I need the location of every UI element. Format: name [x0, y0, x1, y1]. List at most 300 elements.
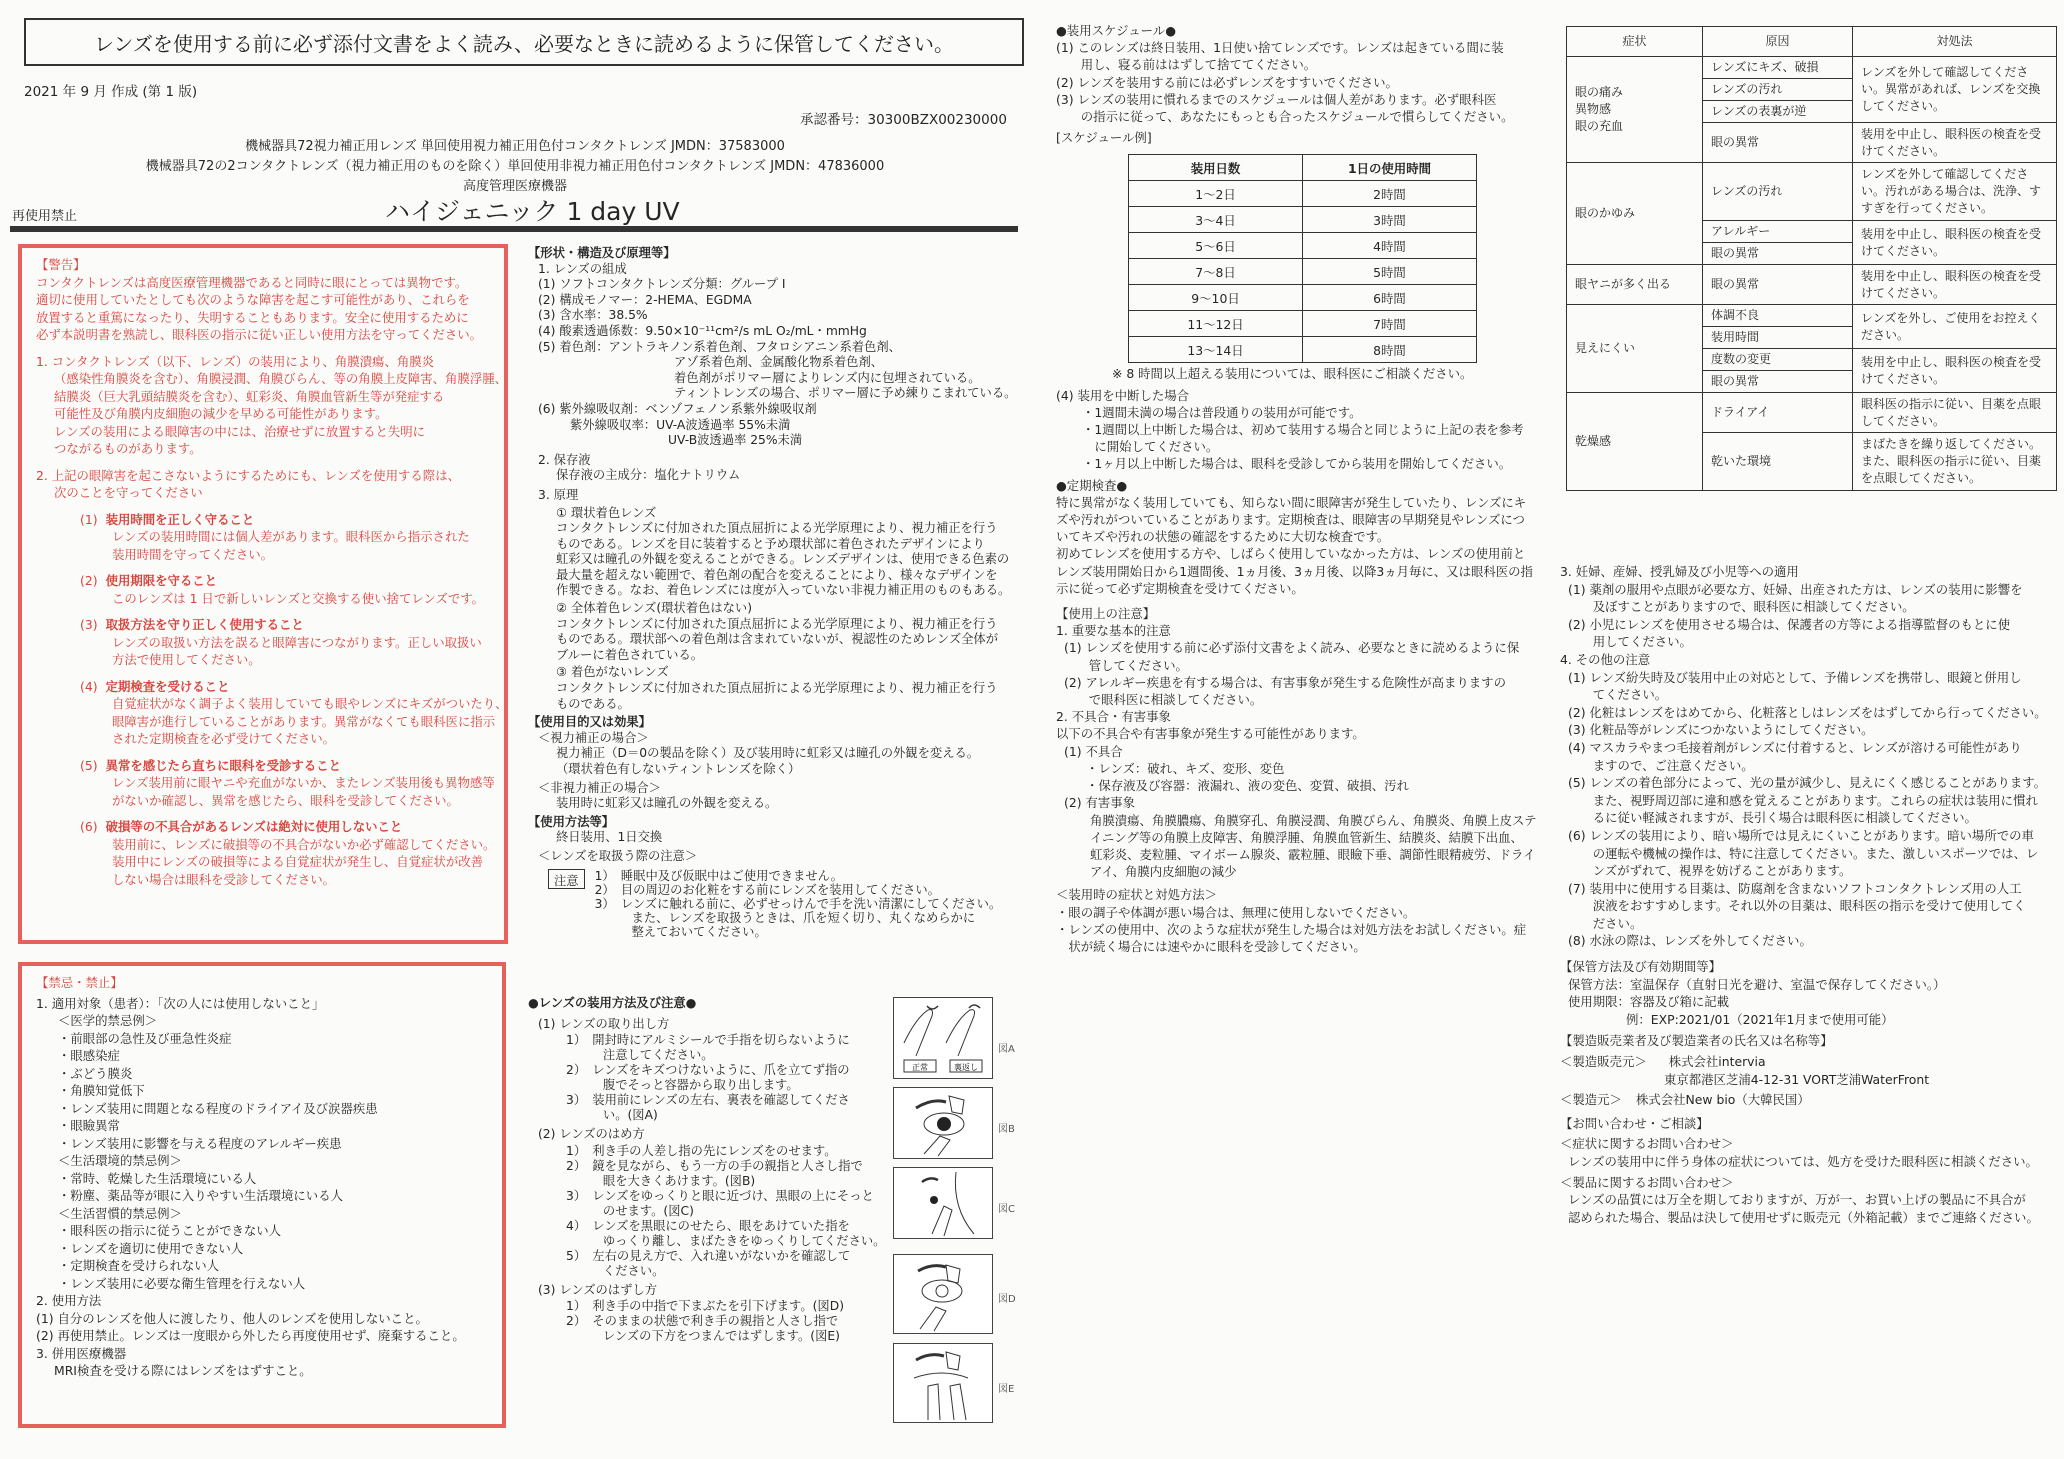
- action-cell: レンズを外して確認してください。汚れがある場合は、洗浄、すすぎを行ってください。: [1853, 163, 2057, 221]
- subitem-number: (4): [80, 678, 98, 694]
- cause-cell: レンズの汚れ: [1703, 163, 1853, 221]
- symptom-row: [1567, 393, 2057, 433]
- symptom-row: [1567, 163, 2057, 221]
- contact-product-label: ＜製品に関するお問い合わせ＞: [1560, 1174, 1734, 1190]
- composition-item: (4) 酸素透過係数：9.50×10⁻¹¹cm²/s mL O₂/mL・mmHg: [538, 323, 867, 338]
- seller-name: 株式会社intervia: [1668, 1054, 1766, 1070]
- jmdn-line-2: 機械器具72の2コンタクトレンズ（視力補正用のものを除く）単回使用非視力補正用色付コンタクトレンズ JMDN：47836000: [145, 159, 885, 174]
- subitem-body: レンズ装用前に眼ヤニや充血がないか、またレンズ装用後も異物感等: [112, 775, 495, 790]
- other-precaution-line: (1) レンズ紛失時及び装用中止の対応として、予備レンズを携帯し、眼鏡と併用し: [1568, 669, 2022, 685]
- subitem-body: 眼障害が進行していることがあります。異常がなくても眼科医に指示: [112, 713, 496, 729]
- warning-title: 【警告】: [36, 257, 86, 272]
- created-date: 2021 年 9 月 作成 (第 1 版): [24, 84, 198, 100]
- warning-subitem-heading: [36, 757, 490, 775]
- action-cell: 装用を中止し、眼科医の検査を受けてください。: [1853, 221, 2057, 265]
- figure-d: [893, 1254, 993, 1334]
- contact-symptom-label: ＜症状に関するお問い合わせ＞: [1560, 1136, 1734, 1152]
- symptom-table: [1566, 26, 2057, 491]
- other-lines: [1560, 669, 2060, 951]
- action-cell: まばたきを繰り返してください。また、眼科医の指示に従い、目薬を点眼してください。: [1853, 433, 2057, 491]
- action-cell: 装用を中止し、眼科医の検査を受けてください。: [1853, 349, 2057, 393]
- insertion-step: 1） 開封時にアルミシールで手指を切らないように: [566, 1033, 850, 1048]
- schedule-header-hours: 1日の使用時間: [1303, 155, 1477, 181]
- storage-title: 【保管方法及び有効期間等】: [1560, 959, 1722, 975]
- contraindication-item: ・レンズ装用に問題となる程度のドライアイ及び涙器疾患: [58, 1100, 378, 1116]
- caution-item: 整えておいてください。: [594, 924, 767, 939]
- adverse-intro: 以下の不具合や有害事象が発生する可能性があります。: [1056, 726, 1365, 742]
- checkup-line: 初めてレンズを使用する方や、しばらく使用していなかった方は、レンズの使用前と: [1056, 546, 1526, 562]
- cause-cell: 乾いた環境: [1703, 433, 1853, 491]
- subitem-number: (1): [80, 511, 98, 527]
- figure-a-tag-inverted: 裏返し: [954, 1063, 978, 1072]
- insertion-step: 2） 鏡を見ながら、もう一方の手の親指と人さし指で: [566, 1158, 863, 1173]
- insertion-section: [528, 996, 888, 1343]
- principle-title: 3. 原理: [538, 487, 579, 502]
- other-precaution-line: の運転や機械の操作は、特に注意してください。また、激しいスポーツでは、レ: [1568, 845, 2039, 861]
- checkup-line: 示に従って必ず定期検査を受けてください。: [1056, 580, 1304, 596]
- structure-title: 【形状・構造及び原理等】: [528, 246, 676, 260]
- adverse-event-line: 角膜潰瘍、角膜膿瘍、角膜穿孔、角膜浸潤、角膜びらん、角膜炎、角膜上皮ステ: [1090, 812, 1537, 828]
- product-title: ハイジェニック 1 day UV: [385, 197, 680, 226]
- adverse-event-line: 虹彩炎、麦粒腫、マイボーム腺炎、霰粒腫、眼瞼下垂、調節性眼精疲労、ドライ: [1090, 846, 1536, 862]
- symptom-row: [1567, 265, 2057, 305]
- schedule-days: 9～10日: [1129, 285, 1303, 311]
- contraindication-item: ・眼感染症: [58, 1048, 120, 1063]
- principle-body: ものである。レンズを目に装着すると予め環状部に着色されたデザインにより: [556, 536, 985, 551]
- principle-title: ② 全体着色レンズ(環状着色はない): [556, 601, 753, 616]
- subitem-number: (5): [80, 757, 98, 773]
- schedule-hours: 6時間: [1303, 285, 1477, 311]
- symptom-line: ・眼の調子や体調が悪い場合は、無理に使用しないでください。: [1056, 904, 1416, 920]
- nonvision-body: 装用時に虹彩又は瞳孔の外観を変える。: [556, 796, 778, 811]
- subitem-body: レンズの取扱い方法を誤ると眼障害につながります。正しい取扱い: [112, 634, 482, 650]
- warning-box: [18, 244, 508, 944]
- subitem-body: このレンズは 1 日で新しいレンズと交換する使い捨てレンズです。: [112, 590, 485, 606]
- subitem-number: (2): [80, 573, 98, 588]
- other-precaution-line: (5) レンズの着色部分によって、光の量が減少し、見えにくく感じることがあります。: [1568, 775, 2047, 791]
- schedule-hours: 4時間: [1303, 233, 1477, 259]
- contraindication-item: ・角膜知覚低下: [58, 1083, 145, 1098]
- schedule-hours: 2時間: [1303, 181, 1477, 207]
- action-cell: 装用を中止し、眼科医の検査を受けてください。: [1853, 123, 2057, 163]
- warning-subitem-heading: [36, 818, 490, 836]
- interrupt-lines: [1056, 404, 1556, 473]
- warning-item-1-line: つながるものがあります。: [54, 441, 202, 456]
- structure-column: [528, 246, 1028, 939]
- contraindication-item: ・常時、乾燥した生活環境にいる人: [58, 1170, 257, 1186]
- schedule-row: [1129, 259, 1477, 285]
- principle-body: 作製できる。なお、着色レンズには度が入っていない非視力補正用のものもある。: [556, 583, 1011, 598]
- principle-body: 虹彩又は瞳孔の外観を変えることができる。レンズデザインは、使用できる色素の: [556, 552, 1010, 567]
- interrupt-line: ・1週間以上中断した場合は、初めて装用する場合と同じように上記の表を参考: [1082, 422, 1524, 438]
- warning-subitem-heading: [36, 616, 490, 634]
- principle-body: コンタクトレンズに付加された頂点屈折による光学原理により、視力補正を行う: [556, 681, 998, 696]
- lens-on-finger-figure-icon: [894, 998, 992, 1078]
- basic-precaution-line: (2) アレルギー疾患を有する場合は、有害事象が発生する危険性が高まりますの: [1064, 674, 1506, 690]
- checkup-line: ズや汚れがついていることがあります。定期検査は、眼障害の早期発見やレンズにつ: [1056, 512, 1525, 528]
- contraindications-item-1: 1. 適用対象（患者）：「次の人には使用しないこと」: [36, 995, 325, 1011]
- subitem-body: 装用時間を守ってください。: [112, 546, 274, 562]
- schedule-line: の指示に従って、あなたにもっとも合ったスケジュールで慣らしてください。: [1056, 109, 1514, 125]
- schedule-row: [1129, 233, 1477, 259]
- contact-symptom-body: レンズの装用中に伴う身体の症状については、処方を受けた眼科医に相談ください。: [1568, 1154, 2038, 1169]
- colorant-line: ティントレンズの場合、ポリマー層に予め練りこまれている。: [674, 386, 1017, 401]
- subitem-title: 定期検査を受けること: [105, 678, 230, 694]
- figure-e-label: 図E: [998, 1384, 1015, 1395]
- basic-precaution-line: で眼科医に相談してください。: [1064, 692, 1263, 708]
- schedule-row: [1129, 285, 1477, 311]
- caution-item: 3） レンズに触れる前に、必ずせっけんで手を洗い清潔にしてください。: [594, 896, 1002, 911]
- checkup-line: いてキズや汚れの状態の確認をするために大切な検査です。: [1056, 529, 1390, 545]
- contraindication-item: ・ぶどう膜炎: [58, 1065, 133, 1081]
- maker-row: [1560, 1091, 2060, 1109]
- contraindication-item: ・定期検査を受けられない人: [58, 1258, 220, 1273]
- symptom-header-cause: 原因: [1703, 27, 1853, 57]
- device-class: 高度管理医療機器: [462, 179, 567, 194]
- schedule-hours: 7時間: [1303, 311, 1477, 337]
- interrupt-line: ・1週間未満の場合は普段通りの装用が可能です。: [1082, 404, 1362, 420]
- other-precaution-line: ますので、ご注意ください。: [1568, 757, 1754, 773]
- insertion-step: 1） 利き手の人差し指の先にレンズをのせます。: [566, 1143, 837, 1158]
- insertion-section-title: (2) レンズのはめ方: [538, 1127, 645, 1142]
- symptom-header-action: 対処法: [1853, 27, 2057, 57]
- pregnancy-title: 3. 妊婦、産婦、授乳婦及び小児等への適用: [1560, 564, 1799, 579]
- insertion-title: ●レンズの装用方法及び注意●: [528, 996, 697, 1010]
- insertion-step: 1） 利き手の中指で下まぶたを引下げます。(図D): [566, 1299, 844, 1314]
- insertion-step: のせます。(図C): [566, 1203, 694, 1218]
- insertion-step: 2） そのままの状態で利き手の親指と人さし指で: [566, 1314, 839, 1329]
- schedule-days: 1～2日: [1129, 181, 1303, 207]
- contraindication-item: ・レンズ装用に必要な衛生管理を行えない人: [58, 1275, 306, 1291]
- subitem-body: 自覚症状がなく調子よく装用していても眼やレンズにキズがついたり、: [112, 696, 508, 711]
- other-precautions-column: [1560, 563, 2060, 1226]
- other-precaution-line: ださい。: [1568, 915, 1643, 931]
- schedule-header-days: 装用日数: [1129, 155, 1303, 181]
- interrupt-line: に開始してください。: [1082, 439, 1219, 455]
- figure-a-label: 図A: [998, 1044, 1015, 1055]
- warning-item-1-line: 結膜炎（巨大乳頭結膜炎を含む）、虹彩炎、角膜血管新生等が発症する: [54, 388, 445, 404]
- uv-b-rate: UV-B波透過率 25%未満: [668, 433, 803, 448]
- insertion-step: 5） 左右の見え方で、入れ違いがないかを確認して: [566, 1248, 851, 1263]
- symptom-row: [1567, 57, 2057, 79]
- principles-list: [528, 506, 1028, 713]
- caution-item: 1） 睡眠中及び仮眠中はご使用できません。: [594, 868, 843, 883]
- contact-product-body: レンズの品質には万全を期しておりますが、万が一、お買い上げの製品に不具合が: [1568, 1192, 2026, 1208]
- cause-cell: 眼の異常: [1703, 243, 1853, 265]
- cause-cell: レンズにキズ、破損: [1703, 57, 1853, 79]
- cause-cell: 体調不良: [1703, 305, 1853, 327]
- pregnancy-line: 用してください。: [1568, 634, 1692, 650]
- contraindication-item: ・レンズ装用に影響を与える程度のアレルギー疾患: [58, 1135, 342, 1151]
- colorant-line: 着色剤がポリマー層によりレンズ内に包埋されている。: [674, 370, 981, 385]
- insertion-step: レンズの下方をつまんではずします。(図E): [566, 1329, 840, 1344]
- other-precaution-line: (2) 化粧はレンズをはめてから、化粧落としはレンズをはずしてから行ってください。: [1568, 704, 2047, 720]
- schedule-line: (2) レンズを装用する前には必ずレンズをすすいでください。: [1056, 74, 1398, 90]
- schedule-row: [1129, 181, 1477, 207]
- principle-body: ブルーに着色されている。: [556, 647, 704, 662]
- usage-body: 終日装用、1日交換: [556, 830, 663, 845]
- subitem-body: 装用中にレンズの破損等による自覚症状が発生し、自覚症状が改善: [112, 854, 484, 869]
- warning-intro-line: 適切に使用していたとしても次のような障害を起こす可能性があり、これらを: [36, 292, 470, 307]
- seller-row: [1560, 1053, 2060, 1071]
- subitem-body: 方法で使用してください。: [112, 652, 261, 667]
- contraindication-group-label: ＜医学的禁忌例＞: [58, 1013, 158, 1028]
- warning-item-1-line: （感染性角膜炎を含む）、角膜浸潤、角膜びらん、等の角膜上皮障害、角膜浮腫、: [54, 371, 507, 386]
- insertion-step: 3） レンズをゆっくりと眼に近づけ、黒眼の上にそっと: [566, 1188, 874, 1203]
- contact-title: 【お問い合わせ・ご相談】: [1560, 1115, 1709, 1131]
- schedule-hours: 8時間: [1303, 337, 1477, 363]
- symptom-line: 状が続く場合には速やかに眼科を受診してください。: [1056, 938, 1366, 954]
- maker-label: ＜製造元＞: [1560, 1092, 1622, 1108]
- caution-block: [528, 869, 1028, 939]
- malfunction-title: (1) 不具合: [1064, 743, 1123, 759]
- subitem-title: 異常を感じたら直ちに眼科を受診すること: [105, 757, 341, 773]
- header-divider: [10, 226, 1018, 232]
- schedule-days: 5～6日: [1129, 233, 1303, 259]
- schedule-line: (3) レンズの装用に慣れるまでのスケジュールは個人差があります。必ず眼科医: [1056, 91, 1497, 107]
- contraindications-title: 【禁忌・禁止】: [36, 975, 123, 990]
- action-cell: 装用を中止し、眼科医の検査を受けてください。: [1853, 265, 2057, 305]
- top-banner: [24, 18, 1024, 66]
- schedule-line: 用し、寝る前ははずして捨ててください。: [1056, 57, 1317, 73]
- principle-body: コンタクトレンズに付加された頂点屈折による光学原理により、視力補正を行う: [556, 521, 998, 536]
- contraindication-item: ・粉塵、薬品等が眼に入りやすい生活環境にいる人: [58, 1188, 343, 1203]
- schedule-hours: 5時間: [1303, 259, 1477, 285]
- contraindications-item-3: 3. 併用医療機器: [36, 1345, 127, 1361]
- cause-cell: 度数の変更: [1703, 349, 1853, 371]
- cause-cell: レンズの表裏が逆: [1703, 101, 1853, 123]
- figure-c-label: 図C: [998, 1204, 1015, 1215]
- seller-address: 東京都港区芝浦4-12-31 VORT芝浦WaterFront: [1664, 1071, 1930, 1087]
- storage-example: 例：EXP:2021/01（2021年1月まで使用可能）: [1626, 1011, 1894, 1027]
- warning-item-2-line: 次のことを守ってください: [54, 485, 203, 500]
- warning-item-1-line: レンズの装用による眼障害の中には、治療せずに放置すると失明に: [54, 423, 426, 439]
- checkup-line: 特に異常がなく装用していても、知らない間に眼障害が発生していたり、レンズにキ: [1056, 494, 1527, 510]
- insertion-step: 3） 装用前にレンズの左右、裏表を確認してくださ: [566, 1093, 850, 1108]
- schedule-table: [1128, 154, 1477, 363]
- spacer: [36, 502, 490, 511]
- solution-title: 2. 保存液: [538, 452, 591, 467]
- malfunction-list: [1056, 760, 1556, 794]
- warning-item-1: 1. コンタクトレンズ（以下、レンズ）の装用により、角膜潰瘍、角膜炎: [36, 353, 435, 369]
- schedule-lines: [1056, 39, 1556, 125]
- insertion-step: 2） レンズをキズつけないように、爪を立てず指の: [566, 1063, 850, 1078]
- contraindication-group-label: ＜生活習慣的禁忌例＞: [58, 1205, 182, 1221]
- nonvision-label: ＜非視力補正の場合＞: [538, 780, 661, 795]
- spacer: [36, 748, 490, 757]
- symptom-cell: 眼の痛み 異物感 眼の充血: [1567, 57, 1703, 163]
- figure-a-tag-normal: 正常: [912, 1063, 928, 1072]
- no-reuse-label: 再使用禁止: [12, 209, 78, 224]
- malfunction-item: ・レンズ：破れ、キズ、変形、変色: [1086, 760, 1285, 776]
- basic-precautions-title: 1. 重要な基本的注意: [1056, 623, 1171, 639]
- adverse-events-title: (2) 有害事象: [1064, 795, 1136, 811]
- contact-product-body: 認められた場合、製品は決して使用せずに販売元（外箱記載）までご連絡ください。: [1568, 1209, 2039, 1225]
- cause-cell: 眼の異常: [1703, 123, 1853, 163]
- schedule-title: ●装用スケジュール●: [1056, 23, 1177, 38]
- schedule-row: [1129, 207, 1477, 233]
- composition-item: (1) ソフトコンタクトレンズ分類：グループ I: [538, 277, 786, 292]
- action-cell: レンズを外し、ご使用をお控えください。: [1853, 305, 2057, 349]
- symptom-cell: 眼ヤニが多く出る: [1567, 265, 1703, 305]
- purpose-title: 【使用目的又は効果】: [528, 715, 651, 730]
- insertion-section-title: (3) レンズのはずし方: [538, 1282, 658, 1297]
- other-title: 4. その他の注意: [1560, 651, 1651, 667]
- usage-title: 【使用方法等】: [528, 814, 615, 829]
- composition-title: 1. レンズの組成: [538, 261, 627, 276]
- adverse-event-line: イニング等の角膜上皮障害、角膜浮腫、角膜血管新生、結膜炎、結膜下出血、: [1090, 829, 1523, 845]
- contraindication-item: ・眼科医の指示に従うことができない人: [58, 1223, 282, 1238]
- uv-absorber: (6) 紫外線吸収剤：ベンゾフェノン系紫外線吸収剤: [538, 401, 817, 416]
- subitem-title: 取扱方法を守り正しく使用すること: [105, 617, 304, 632]
- subitem-title: 破損等の不具合があるレンズは絶対に使用しないこと: [105, 819, 403, 834]
- composition-item: (5) 着色剤：アントラキノン系着色剤、フタロシアニン系着色剤、: [538, 339, 901, 354]
- contraindications-box: [18, 962, 506, 1428]
- eye-open-figure-icon: [894, 1088, 992, 1158]
- lens-pinch-figure-icon: [894, 1344, 992, 1422]
- checkup-title: ●定期検査●: [1056, 477, 1128, 493]
- composition-item: (3) 含水率：38.5%: [538, 308, 648, 323]
- other-precaution-line: てください。: [1568, 687, 1668, 703]
- symptom-cell: 乾燥感: [1567, 393, 1703, 491]
- contraindication-groups: [36, 1012, 488, 1292]
- warning-item-1-line: 可能性及び角膜内皮細胞の減少を早める可能性があります。: [54, 406, 388, 421]
- other-precaution-line: (6) レンズの装用により、暗い場所では見えにくいことがあります。暗い場所での車: [1568, 827, 2034, 843]
- insertion-step: 注意してください。: [566, 1048, 714, 1063]
- eyelid-pull-figure-icon: [894, 1255, 992, 1333]
- insertion-section-title: (1) レンズの取り出し方: [538, 1016, 670, 1031]
- schedule-example-title: [スケジュール例]: [1056, 130, 1152, 146]
- pregnancy-line: 及ぼすことがありますので、眼科医に相談してください。: [1568, 599, 1915, 615]
- spacer: [36, 607, 490, 616]
- mri-note: MRI検査を受ける際にはレンズをはずすこと。: [54, 1363, 312, 1378]
- checkup-lines: [1056, 494, 1556, 597]
- banner-text: レンズを使用する前に必ず添付文書をよく読み、必要なときに読めるように保管してください。: [93, 31, 955, 56]
- subitem-number: (6): [80, 819, 98, 834]
- vision-body: 視力補正（D＝0の製品を除く）及び装用時に虹彩又は瞳孔の外観を変える。: [556, 746, 980, 761]
- cause-cell: 眼の異常: [1703, 265, 1853, 305]
- pregnancy-line: (2) 小児にレンズを使用させる場合は、保護者の方等による指導監督のもとに使: [1568, 616, 2011, 632]
- seller-label: ＜製造販売元＞: [1560, 1054, 1647, 1070]
- other-precaution-line: (4) マスカラやまつ毛接着剤がレンズに付着すると、レンズが溶ける可能性があり: [1568, 739, 2022, 755]
- schedule-note: ※ 8 時間以上超える装用については、眼科医にご相談ください。: [1112, 366, 1473, 382]
- other-precaution-line: (7) 装用中に使用する目薬は、防腐剤を含まないソフトコンタクトレンズ用の人工: [1568, 880, 2022, 896]
- symptom-row: [1567, 305, 2057, 327]
- contraindications-item-2: 2. 使用方法: [36, 1293, 102, 1308]
- schedule-line: (1) このレンズは終日装用、1日使い捨てレンズです。レンズは起きている間に装: [1056, 40, 1504, 56]
- usage-rule: (2) 再使用禁止。レンズは一度眼から外したら再度使用せず、廃棄すること。: [36, 1328, 465, 1343]
- subitem-body: レンズの装用時間には個人差があります。眼科医から指示された: [112, 529, 470, 544]
- caution-label: 注意: [548, 869, 585, 889]
- schedule-days: 7～8日: [1129, 259, 1303, 285]
- approval-number: 承認番号：30300BZX00230000: [800, 112, 1007, 128]
- principle-title: ③ 着色がないレンズ: [556, 665, 669, 680]
- schedule-days: 11～12日: [1129, 311, 1303, 337]
- colorant-line: アゾ系着色剤、金属酸化物系着色剤、: [674, 355, 884, 370]
- subitem-body: がないか確認し、異常を感じたら、眼科を受診してください。: [112, 792, 459, 808]
- subitem-number: (3): [80, 617, 98, 632]
- other-precaution-line: また、視野周辺部に違和感を覚えることがあります。これらの症状は装用に慣れ: [1568, 792, 2038, 808]
- basic-precaution-line: (1) レンズを使用する前に必ず添付文書をよく読み、必要なときに読めるように保: [1064, 640, 1520, 656]
- maker-name: 株式会社New bio（大韓民国）: [1635, 1092, 1810, 1108]
- interrupt-title: (4) 装用を中断した場合: [1056, 387, 1190, 403]
- other-precaution-line: るに従い軽減されますが、長引く場合は眼科医に相談してください。: [1568, 810, 1977, 826]
- lens-insert-figure-icon: [894, 1168, 992, 1238]
- vision-label: ＜視力補正の場合＞: [538, 730, 649, 745]
- pregnancy-line: (1) 薬剤の服用や点眼が必要な方、妊婦、出産された方は、レンズの装用に影響を: [1568, 581, 2023, 597]
- precautions-title: 【使用上の注意】: [1056, 606, 1156, 622]
- caution-list: [595, 869, 1002, 939]
- cause-cell: アレルギー: [1703, 221, 1853, 243]
- warning-intro-line: コンタクトレンズは高度医療管理機器であると同時に眼にとっては異物です。: [36, 274, 468, 290]
- subitem-title: 使用期限を守ること: [105, 573, 218, 588]
- symptom-cell: 眼のかゆみ: [1567, 163, 1703, 265]
- solution-body: 保存液の主成分：塩化ナトリウム: [556, 468, 741, 483]
- action-cell: レンズを外して確認してください。異常があれば、レンズを交換してください。: [1853, 57, 2057, 123]
- caution-item: 2） 目の周辺のお化粧をする前にレンズを装用してください。: [594, 882, 940, 897]
- symptom-cell: 見えにくい: [1567, 305, 1703, 393]
- spacer: [36, 809, 490, 818]
- subitem-body: 装用前に、レンズに破損等の不具合がないか必ず確認してください。: [112, 836, 496, 852]
- principle-body: 最大量を超えない範囲で、着色剤の配合を変えることにより、様々なデザインを: [556, 567, 998, 582]
- cause-cell: ドライアイ: [1703, 393, 1853, 433]
- basic-precautions: [1056, 639, 1556, 708]
- figure-b: [893, 1087, 993, 1159]
- handling-title: ＜レンズを取扱う際の注意＞: [538, 848, 698, 863]
- principle-body: ものである。環状部への着色剤は含まれていないが、視認性のためレンズ全体が: [556, 632, 999, 647]
- schedule-days: 3～4日: [1129, 207, 1303, 233]
- schedule-hours: 3時間: [1303, 207, 1477, 233]
- contraindication-item: ・前眼部の急性及び亜急性炎症: [58, 1030, 232, 1046]
- insertion-step: 眼を大きくあけます。(図B): [566, 1173, 756, 1188]
- uv-a-rate: 紫外線吸収率：UV-A波透過率 55%未満: [570, 417, 791, 432]
- contraindication-group-label: ＜生活環境的禁忌例＞: [58, 1153, 182, 1168]
- symptom-header-symptom: 症状: [1567, 27, 1703, 57]
- warning-item-2: 2. 上記の眼障害を起こさないようにするためにも、レンズを使用する際は、: [36, 467, 460, 483]
- figure-b-label: 図B: [998, 1124, 1015, 1135]
- principle-body: ものである。: [556, 696, 630, 711]
- insertion-step: 腹でそっと容器から取り出します。: [566, 1078, 799, 1093]
- warning-subitem-heading: [36, 511, 490, 529]
- malfunction-item: ・保存液及び容器：液漏れ、液の変色、変質、破損、汚れ: [1086, 778, 1409, 794]
- storage-method: 保管方法：室温保存（直射日光を避け、室温で保存してください。）: [1568, 976, 1946, 992]
- adverse-events-list: [1056, 812, 1556, 881]
- jmdn-line-1: 機械器具72視力補正用レンズ 単回使用視力補正用色付コンタクトレンズ JMDN：37583000: [245, 139, 785, 154]
- usage-rule: (1) 自分のレンズを他人に渡したり、他人のレンズを使用しないこと。: [36, 1310, 428, 1326]
- other-precaution-line: (3) 化粧品等がレンズにつかないようにしてください。: [1568, 722, 1874, 738]
- symptoms-lines: [1056, 904, 1556, 956]
- principle-title: ① 環状着色レンズ: [556, 505, 657, 520]
- warning-subitems: [36, 502, 508, 889]
- contraindication-item: ・眼瞼異常: [58, 1118, 120, 1133]
- warning-subitem-heading: [36, 572, 490, 590]
- checkup-line: レンズ装用開始日から1週間後、1ヵ月後、3ヵ月後、以降3ヵ月毎に、又は眼科医の指: [1056, 563, 1533, 579]
- symptoms-title: ＜装用時の症状と対処方法＞: [1056, 887, 1218, 903]
- other-precaution-line: (8) 水泳の際は、レンズを外してください。: [1568, 933, 1812, 949]
- schedule-row: [1129, 337, 1477, 363]
- cause-cell: 眼の異常: [1703, 371, 1853, 393]
- subitem-title: 装用時間を正しく守ること: [105, 511, 255, 527]
- subitem-body: された定期検査を必ず受けてください。: [112, 731, 336, 746]
- schedule-days: 13～14日: [1129, 337, 1303, 363]
- schedule-row: [1129, 311, 1477, 337]
- insertion-step: 4） レンズを黒眼にのせたら、眼をあけていた指を: [566, 1218, 850, 1233]
- storage-expiry: 使用期限：容器及び箱に記載: [1568, 994, 1730, 1010]
- basic-precaution-line: 管してください。: [1064, 657, 1188, 673]
- other-precaution-line: 涙液をおすすめします。それ以外の目薬は、眼科医の指示を受けて使用してく: [1568, 898, 2026, 914]
- warning-intro-line: 放置すると重篤になったり、失明することもあります。安全に使用するために: [36, 309, 469, 325]
- vision-body: （環状着色有しないティントレンズを除く）: [556, 762, 801, 776]
